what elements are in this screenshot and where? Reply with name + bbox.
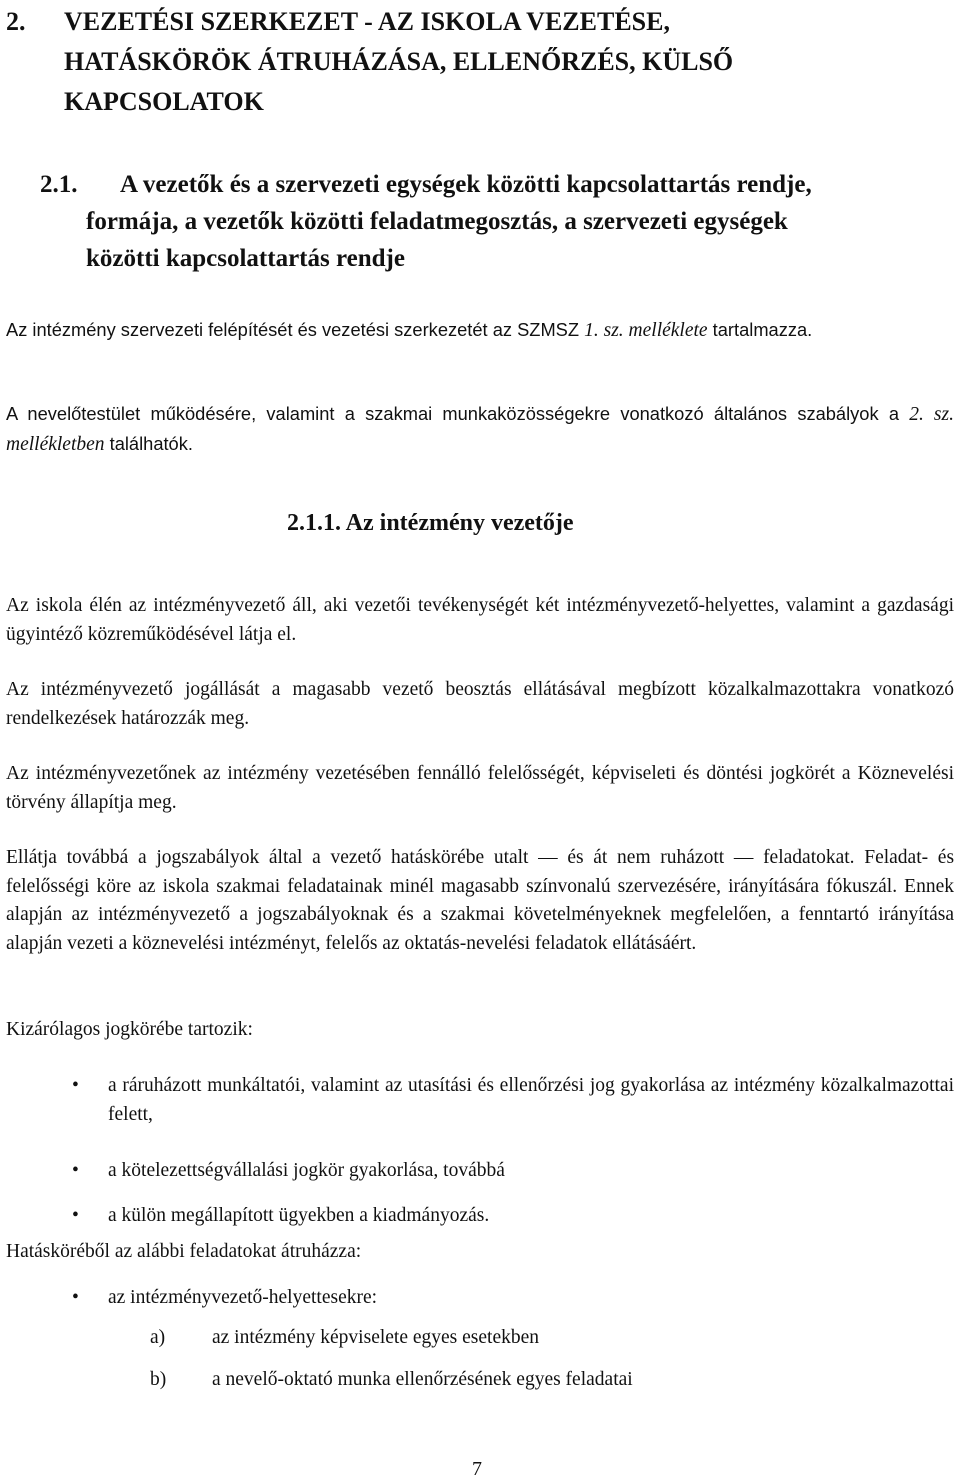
paragraph-text: találhatók.: [104, 432, 193, 454]
section-heading: [40, 166, 940, 277]
sublist-text: az intézmény képviselete egyes esetekben: [212, 1327, 540, 1348]
subsection-heading: 2.1.1. Az intézmény vezetője: [287, 510, 574, 536]
bullet-icon: •: [72, 1075, 79, 1096]
sublist-label: a): [150, 1327, 166, 1348]
paragraph-legal-status: Az intézményvezető jogállását a magasabb vezető beosztás ellátásával megbízott közalkalmazottakra vonatkozó rendelkezések határozzák meg.: [6, 679, 954, 729]
sublist-item: [150, 1366, 633, 1394]
paragraph-leader: Az iskola élén az intézményvezető áll, aki vezetői tevékenységét két intézményvezető-helyettes, valamint a gazdasági ügyintéző közreműködésével látja el.: [6, 595, 954, 645]
list-item-text: az intézményvezető-helyettesekre:: [108, 1287, 378, 1308]
annex-reference: 1. sz. melléklete: [584, 320, 708, 341]
section-title-line2: formája, a vezetők közötti feladatmegosztás, a szervezeti egységek: [86, 208, 788, 235]
paragraph-text: feladatokat. Feladat- és felelősségi köre az iskola szakmai feladatainak minél magasabb színvonalú szervezésére, irányítására fókuszál. Ennek alapján az intézményvezető a jogszabályoknak és a szakmai követelményeknek megfelelően, a fenntartó irányítása alapján vezeti a köznevelési intézményt, felelős az oktatás-nevelési feladatok ellátásáért.: [6, 847, 955, 954]
section-title-line1: A vezetők és a szervezeti egységek közötti kapcsolattartás rendje,: [120, 171, 812, 198]
exclusive-list: [6, 1072, 954, 1230]
bullet-icon: •: [72, 1204, 79, 1226]
em-dash: —: [538, 847, 558, 868]
paragraph-duties: [6, 844, 954, 958]
chapter-title-line3: KAPCSOLATOK: [64, 87, 264, 116]
list-item: [6, 1157, 954, 1186]
chapter-title-line1: VEZETÉSI SZERKEZET - AZ ISKOLA VEZETÉSE,: [64, 7, 670, 36]
sublist-text: a nevelő-oktató munka ellenőrzésének egyes feladatai: [212, 1369, 633, 1390]
section-title-line3: közötti kapcsolattartás rendje: [86, 245, 405, 272]
list-item: [6, 1284, 954, 1313]
list-item: [6, 1202, 954, 1231]
chapter-title-line2: HATÁSKÖRÖK ÁTRUHÁZÁSA, ELLENŐRZÉS, KÜLSŐ: [64, 47, 734, 76]
paragraph-text: Az intézmény szervezeti felépítését és vezetési szerkezetét az SZMSZ: [6, 319, 585, 340]
chapter-number: 2.: [6, 7, 26, 36]
sublist-item: [150, 1324, 633, 1352]
delegation-sublist: [150, 1324, 633, 1394]
bullet-icon: •: [72, 1160, 79, 1181]
delegation-title: Hatásköréből az alábbi feladatokat átruházza:: [6, 1241, 362, 1262]
section-number: 2.1.: [40, 171, 78, 198]
paragraph-staff: [6, 400, 954, 459]
paragraph-text: A nevelőtestület működésére, valamint a szakmai munkaközösségekre vonatkozó általános szabályok a: [6, 403, 910, 424]
chapter-heading: [6, 2, 946, 122]
annex-reference: 2. sz. mellékletben: [6, 404, 954, 455]
exclusive-title: Kizárólagos jogkörébe tartozik:: [6, 1019, 253, 1040]
bullet-icon: •: [72, 1287, 79, 1308]
paragraph-responsibility: Az intézményvezetőnek az intézmény vezetésében fennálló felelősségét, képviseleti és döntési jogkörét a Köznevelési törvény állapítja meg.: [6, 763, 954, 813]
list-item-text: a ráruházott munkáltatói, valamint az utasítási és ellenőrzési jog gyakorlása az intézmény közalkalmazottai felett,: [108, 1075, 954, 1125]
list-item-text: a külön megállapított ügyekben a kiadmányozás.: [108, 1204, 490, 1226]
paragraph-text: és át nem ruházott: [567, 847, 725, 868]
delegation-list: [6, 1284, 954, 1313]
em-dash: —: [733, 847, 754, 868]
list-item: [6, 1072, 954, 1129]
list-item-text: a kötelezettségvállalási jogkör gyakorlása, továbbá: [108, 1160, 505, 1181]
paragraph-text: Ellátja továbbá a jogszabályok által a vezető hatáskörébe utalt: [6, 847, 529, 868]
paragraph-structure: [6, 316, 954, 346]
sublist-label: b): [150, 1369, 167, 1390]
paragraph-text: tartalmazza.: [707, 319, 813, 340]
page-number: 7: [472, 1458, 482, 1480]
